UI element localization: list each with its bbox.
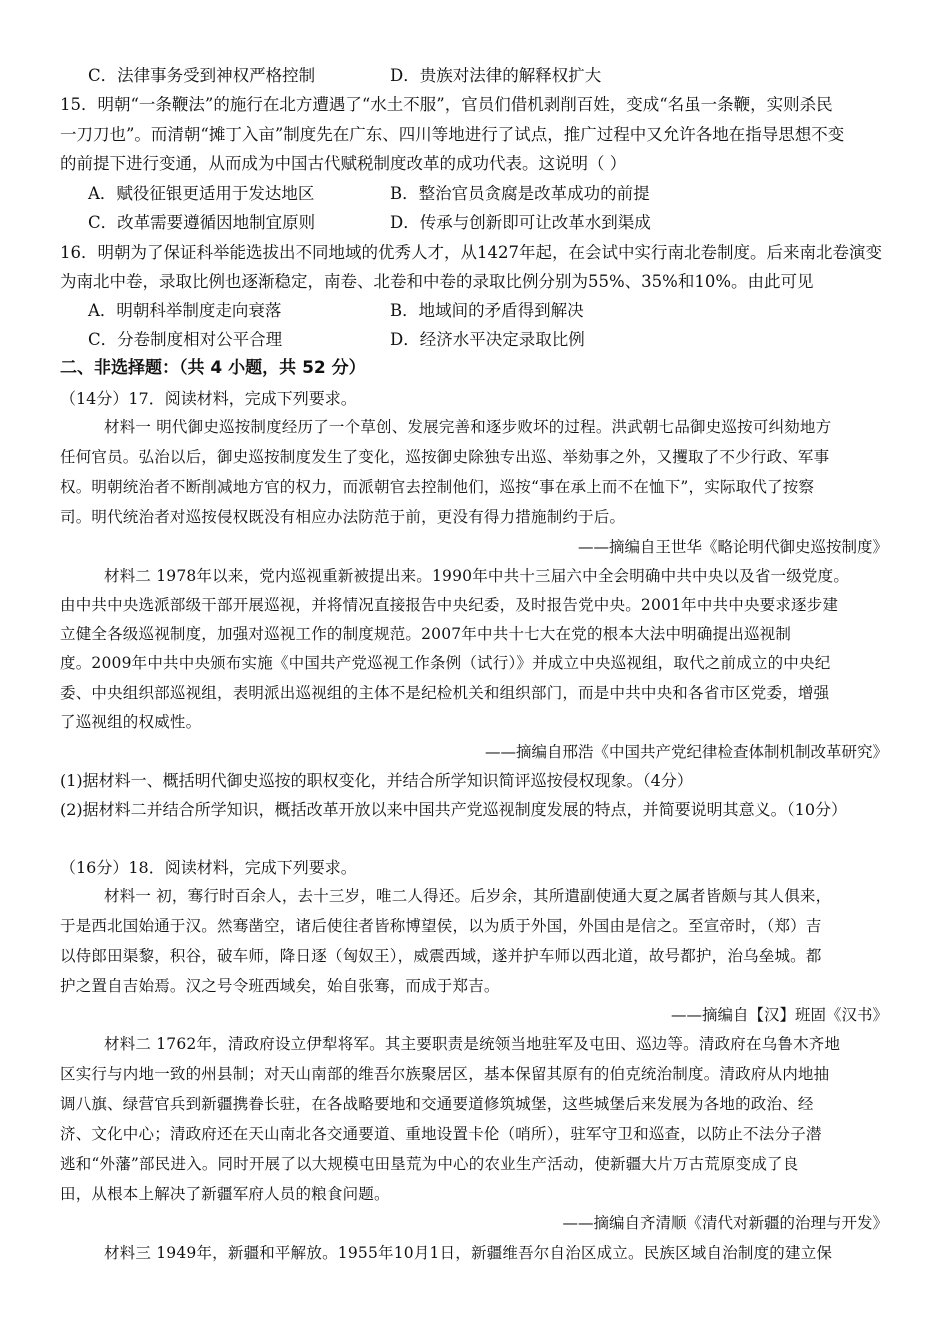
q17-material1-source: ——摘编自王世华《略论明代御史巡按制度》 — [577, 538, 888, 556]
q17-material2-source: ——摘编自邢浩《中国共产党纪律检查体制机制改革研究》 — [484, 743, 888, 761]
q17-subquestion-2: (2)据材料二并结合所学知识，概括改革开放以来中国共产党巡视制度发展的特点，并简要说明其意义。（10分） — [60, 800, 848, 819]
q14-option-d: D．贵族对法律的解释权扩大 — [390, 66, 602, 85]
q16-option-b: B．地域间的矛盾得到解决 — [390, 301, 584, 320]
q18-material1-line: 护之置自吉始焉。汉之号令班西域矣，始自张骞，而成于郑吉。 — [60, 977, 500, 995]
q17-material2-line: 度。2009年中共中央颁布实施《中国共产党巡视工作条例（试行）》并成立中央巡视组，取代之前成立的中央纪 — [60, 654, 831, 672]
q15-option-c: C．改革需要遵循因地制宜原则 — [88, 213, 316, 232]
q16-option-c: C．分卷制度相对公平合理 — [88, 330, 283, 349]
q17-material1-line: 任何官员。弘治以后，御史巡按制度发生了变化，巡按御史除独专出巡、举劾事之外，又攫取了不少行政、军事 — [60, 448, 830, 466]
q18-material2-line: 调八旗、绿营官兵到新疆携眷长驻，在各战略要地和交通要道修筑城堡，这些城堡后来发展为各地的政治、经 — [60, 1095, 814, 1113]
q15-option-d: D．传承与创新即可让改革水到渠成 — [390, 213, 651, 232]
q18-material1-line: 材料一 初，骞行时百余人，去十三岁，唯二人得还。后岁余，其所遣副使通大夏之属者皆颇与其人俱来， — [104, 887, 832, 905]
q18-header: （16分）18．阅读材料，完成下列要求。 — [60, 858, 357, 877]
q15-option-b: B．整治官员贪腐是改革成功的前提 — [390, 184, 650, 203]
q16-line: 为南北中卷，录取比例也逐渐稳定，南卷、北卷和中卷的录取比例分别为55%、35%和10%。由此可见 — [60, 272, 814, 291]
q17-material1-line: 权。明朝统治者不断削减地方官的权力，而派朝官去控制他们，巡按“事在承上而不在恤下”，实际取代了按察 — [60, 478, 815, 496]
q15-line: 的前提下进行变通，从而成为中国古代赋税制度改革的成功代表。这说明（ ） — [60, 154, 627, 173]
q18-material2-line: 田，从根本上解决了新疆军府人员的粮食问题。 — [60, 1185, 390, 1203]
q18-material2-line: 济、文化中心；清政府还在天山南北各交通要道、重地设置卡伦（哨所），驻军守卫和巡查，以防止不法分子潜 — [60, 1125, 822, 1143]
q16-option-d: D．经济水平决定录取比例 — [390, 330, 585, 349]
q17-material2-line: 了巡视组的权威性。 — [60, 713, 202, 731]
q18-material2-line: 逃和“外藩”部民进入。同时开展了以大规模屯田垦荒为中心的农业生产活动，使新疆大片万古荒原变成了良 — [60, 1155, 799, 1173]
q18-material3-line: 材料三 1949年，新疆和平解放。1955年10月1日，新疆维吾尔自治区成立。民族区域自治制度的建立保 — [104, 1244, 833, 1262]
q18-material1-line: 以侍郎田渠黎，积谷，破车师，降日逐（匈奴王），威震西域，遂并护车师以西北道，故号都护，治乌垒城。都 — [60, 947, 822, 965]
q17-material1-line: 司。明代统治者对巡按侵权既没有相应办法防范于前，更没有得力措施制约于后。 — [60, 508, 626, 526]
q14-option-c: C．法律事务受到神权严格控制 — [88, 66, 316, 85]
q17-material2-line: 由中共中央选派部级干部开展巡视，并将情况直接报告中央纪委，及时报告党中央。2001年中共中央要求逐步建 — [60, 596, 839, 614]
q18-material1-source: ——摘编自【汉】班固《汉书》 — [670, 1006, 888, 1024]
q15-option-a: A．赋役征银更适用于发达地区 — [88, 184, 315, 203]
q17-material2-line: 材料二 1978年以来，党内巡视重新被提出来。1990年中共十三届六中全会明确中共中央以及省一级党度。 — [104, 567, 850, 585]
q15-line: 一刀刀也”。而清朝“摊丁入亩”制度先在广东、四川等地进行了试点，推广过程中又允许各地在指导思想不变 — [60, 125, 845, 144]
q18-material2-line: 区实行与内地一致的州县制；对天山南部的维吾尔族聚居区，基本保留其原有的伯克统治制度。清政府从内地抽 — [60, 1065, 830, 1083]
q17-material2-line: 立健全各级巡视制度，加强对巡视工作的制度规范。2007年中共十七大在党的根本大法中明确提出巡视制 — [60, 625, 792, 643]
q17-header: （14分）17．阅读材料，完成下列要求。 — [60, 389, 357, 408]
q17-material2-line: 委、中央组织部巡视组，表明派出巡视组的主体不是纪检机关和组织部门，而是中共中央和各省市区党委，增强 — [60, 684, 830, 702]
q18-material2-source: ——摘编自齐清顺《清代对新疆的治理与开发》 — [562, 1214, 888, 1232]
q18-material1-line: 于是西北国始通于汉。然骞凿空，诸后使往者皆称博望侯，以为质于外国，外国由是信之。至宣帝时，（郑）吉 — [60, 917, 822, 935]
section-title: 二、非选择题：（共 4 小题，共 52 分） — [60, 358, 366, 378]
q17-subquestion-1: (1)据材料一、概括明代御史巡按的职权变化，并结合所学知识简评巡按侵权现象。（4分） — [60, 771, 693, 790]
q18-material2-line: 材料二 1762年，清政府设立伊犁将军。其主要职责是统领当地驻军及屯田、巡边等。清政府在乌鲁木齐地 — [104, 1035, 841, 1053]
q17-material1-line: 材料一 明代御史巡按制度经历了一个草创、发展完善和逐步败坏的过程。洪武朝七品御史巡按可纠劾地方 — [104, 418, 832, 436]
q15-line: 15．明朝“一条鞭法”的施行在北方遭遇了“水土不服”，官员们借机剥削百姓，变成“名虽一条鞭，实则杀民 — [60, 95, 833, 114]
q16-option-a: A．明朝科举制度走向衰落 — [88, 301, 282, 320]
q16-line: 16．明朝为了保证科举能选拔出不同地域的优秀人才，从1427年起，在会试中实行南北卷制度。后来南北卷演变 — [60, 243, 882, 262]
